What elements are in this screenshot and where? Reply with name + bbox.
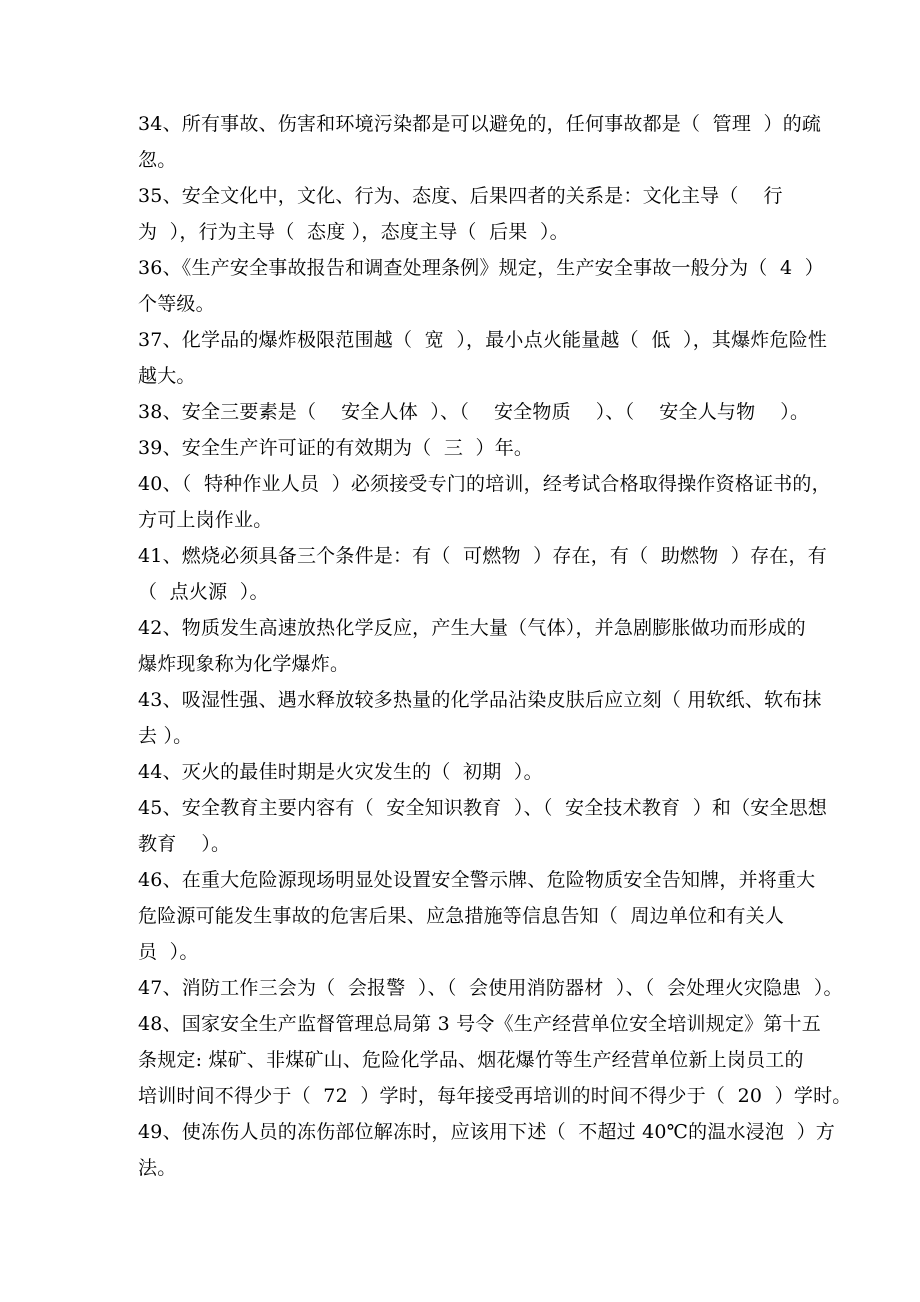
text-line: 49、使冻伤人员的冻伤部位解冻时，应该用下述（ 不超过 40℃的温水浸泡 ）方 bbox=[138, 1121, 836, 1143]
text-line: 35、安全文化中，文化、行为、态度、后果四者的关系是：文化主导（ 行 bbox=[138, 185, 783, 207]
text-line: 42、物质发生高速放热化学反应，产生大量（气体），并急剧膨胀做功而形成的 bbox=[138, 617, 806, 639]
text-line: 47、消防工作三会为（ 会报警 ）、（ 会使用消防器材 ）、（ 会处理火灾隐患 ）。 bbox=[138, 977, 843, 999]
text-line: 为 ），行为主导（ 态度 ），态度主导（ 后果 ）。 bbox=[138, 221, 569, 243]
text-line: 38、安全三要素是（ 安全人体 ）、（ 安全物质 ）、（ 安全人与物 ）。 bbox=[138, 401, 810, 423]
text-line: 爆炸现象称为化学爆炸。 bbox=[138, 653, 350, 675]
text-line: 培训时间不得少于（ 72 ）学时，每年接受再培训的时间不得少于（ 20 ）学时。 bbox=[138, 1085, 852, 1107]
text-line: 39、安全生产许可证的有效期为（ 三 ）年。 bbox=[138, 437, 534, 459]
text-line: 越大。 bbox=[138, 365, 196, 387]
text-line: 43、吸湿性强、遇水释放较多热量的化学品沾染皮肤后应立刻（ 用软纸、软布抹 bbox=[138, 689, 822, 711]
text-line: 46、在重大危险源现场明显处设置安全警示牌、危险物质安全告知牌，并将重大 bbox=[138, 869, 816, 891]
text-line: 条规定: 煤矿、非煤矿山、危险化学品、烟花爆竹等生产经营单位新上岗员工的 bbox=[138, 1049, 804, 1071]
text-line: 员 ）。 bbox=[138, 941, 199, 963]
text-line: 34、所有事故、伤害和环境污染都是可以避免的，任何事故都是（ 管理 ）的疏 bbox=[138, 113, 822, 135]
text-line: 48、国家安全生产监督管理总局第 3 号令《生产经营单位安全培训规定》第十五 bbox=[138, 1013, 821, 1035]
text-line: 个等级。 bbox=[138, 293, 215, 315]
text-line: 45、安全教育主要内容有（ 安全知识教育 ）、（ 安全技术教育 ）和（安全思想 bbox=[138, 797, 828, 819]
text-line: 法。 bbox=[138, 1157, 177, 1179]
text-line: 去 ）。 bbox=[138, 725, 193, 747]
text-line: （ 点火源 ）。 bbox=[138, 581, 269, 603]
text-line: 44、灭火的最佳时期是火灾发生的（ 初期 ）。 bbox=[138, 761, 543, 783]
text-line: 教育 ）。 bbox=[138, 833, 231, 855]
text-line: 40、（ 特种作业人员 ）必须接受专门的培训，经考试合格取得操作资格证书的， bbox=[138, 473, 831, 495]
text-line: 危险源可能发生事故的危害后果、应急措施等信息告知（ 周边单位和有关人 bbox=[138, 905, 785, 927]
text-line: 37、化学品的爆炸极限范围越（ 宽 ），最小点火能量越（ 低 ），其爆炸危险性 bbox=[138, 329, 828, 351]
text-line: 忽。 bbox=[138, 149, 177, 171]
text-line: 41、燃烧必须具备三个条件是：有（ 可燃物 ）存在，有（ 助燃物 ）存在，有 bbox=[138, 545, 827, 567]
text-line: 36、《生产安全事故报告和调查处理条例》规定，生产安全事故一般分为（ 4 ） bbox=[138, 257, 824, 279]
text-line: 方可上岗作业。 bbox=[138, 509, 273, 531]
